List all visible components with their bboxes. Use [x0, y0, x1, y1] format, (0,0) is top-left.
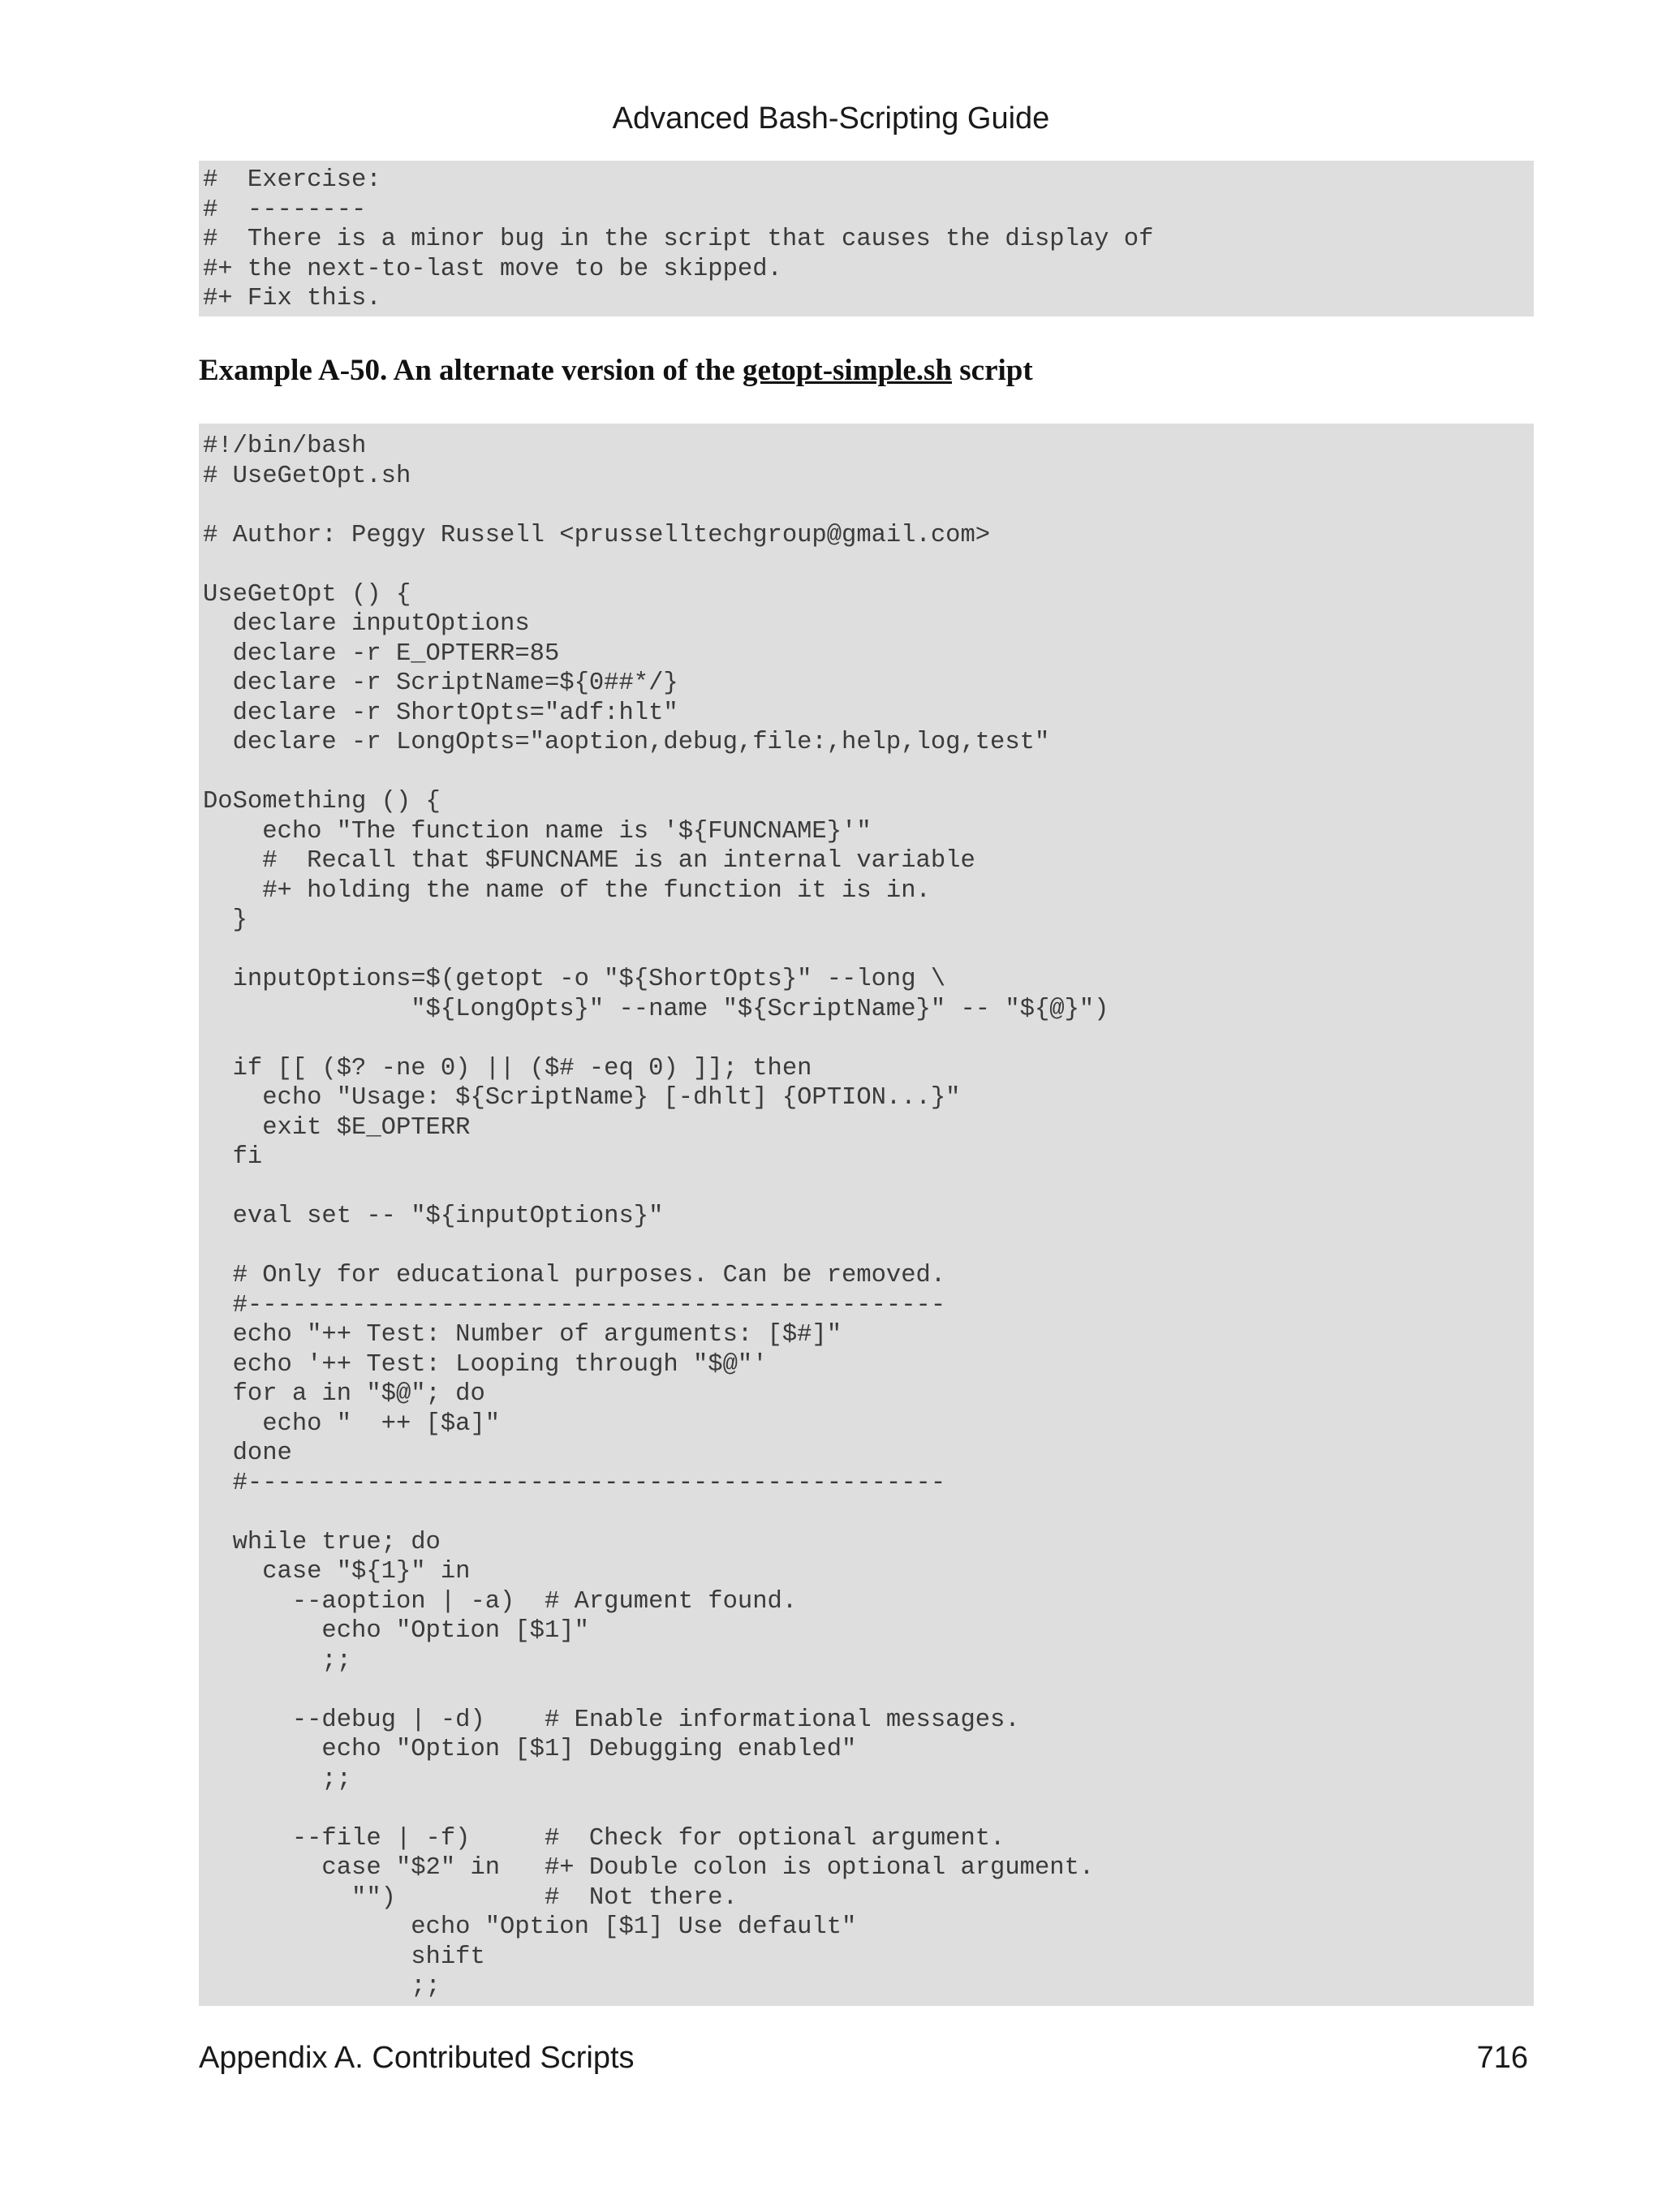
- footer-section-title: Appendix A. Contributed Scripts: [199, 2041, 635, 2075]
- example-caption-suffix: script: [952, 354, 1033, 387]
- footer-page-number: 716: [1476, 2041, 1528, 2075]
- exercise-code-block: # Exercise: # -------- # There is a minor bug in the script that causes the display of #+ the next-to-last move to be skipped. #+ Fix this.: [199, 161, 1534, 316]
- example-caption: [199, 352, 1033, 389]
- script-code-block: #!/bin/bash # UseGetOpt.sh # Author: Peggy Russell <prusselltechgroup@gmail.com> UseGetOpt () { declare inputOptions declare -r E_OPTERR=85 declare -r ScriptName=${0##*/} declare -r ShortOpts="adf:hlt" declare -r LongOpts="aoption,debug,file:,help,log,test" DoSomething () { echo "The function name is '${FUNCNAME}'" # Recall that $FUNCNAME is an internal variable #+ holding the name of the function it is in. } inputOptions=$(getopt -o "${ShortOpts}" --long \ "${LongOpts}" --name "${ScriptName}" -- "${@}") if [[ ($? -ne 0) || ($# -eq 0) ]]; then echo "Usage: ${ScriptName} [-dhlt] {OPTION...}" exit $E_OPTERR fi eval set -- "${inputOptions}" # Only for educational purposes. Can be removed. #----------------------------------------------- echo "++ Test: Number of arguments: [$#]" echo '++ Test: Looping through "$@"' for a in "$@"; do echo " ++ [$a]" done #----------------------------------------------- while true; do case "${1}" in --aoption | -a) # Argument found. echo "Option [$1]" ;; --debug | -d) # Enable informational messages. echo "Option [$1] Debugging enabled" ;; --file | -f) # Check for optional argument. case "$2" in #+ Double colon is optional argument. "") # Not there. echo "Option [$1] Use default" shift ;;: [199, 424, 1534, 2006]
- page-header: Advanced Bash-Scripting Guide: [612, 101, 1050, 136]
- example-caption-prefix: Example A-50. An alternate version of the: [199, 354, 743, 387]
- getopt-simple-link[interactable]: getopt-simple.sh: [743, 354, 953, 387]
